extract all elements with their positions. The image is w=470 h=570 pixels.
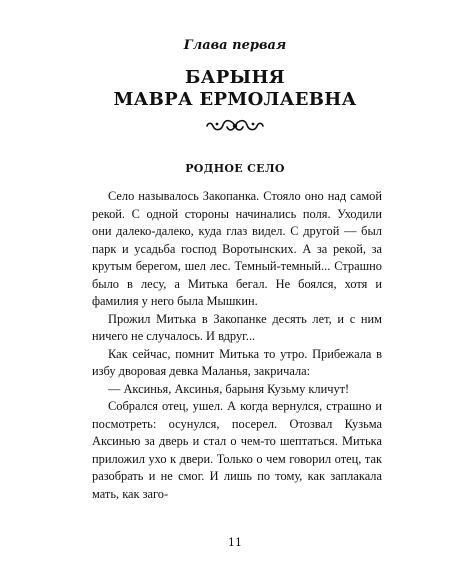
paragraph: Как сейчас, помнит Митька то утро. Прибежала в избу дворовая девка Маланья, закричала: (92, 346, 382, 378)
section-title: РОДНОЕ СЕЛО (185, 162, 285, 175)
body-text (92, 188, 382, 503)
paragraph: Село называлось Закопанка. Стояло оно над самой рекой. С одной стороны начинались поля. Уходили они далеко-далеко, куда глаз видел. С другой — был парк и усадьба господ Воротынских. А за рекой, за крутым берегом, шел лес. Темный-темный... Страшно было в лесу, а Митька бегал. Не боялся, хотя и фамилия у него была Мышкин. (92, 189, 382, 308)
paragraph: — Аксинья, Аксинья, барыня Кузьму кличут! (108, 381, 350, 396)
paragraph: Собрался отец, ушел. А когда вернулся, страшно и посмотреть: осунулся, посерел. Отозвал Кузьма Аксинью за дверь и стал о чем-то шептаться. Митька приложил ухо к двери. Только о чем говорил отец, так разобрать и не смог. И лишь по тому, как заплакала мать, как заго- (92, 399, 382, 501)
page-number: 11 (228, 536, 242, 549)
chapter-label: Глава первая (183, 38, 287, 53)
flourish-ornament-icon (205, 116, 265, 136)
paragraph: Прожил Митька в Закопанке десять лет, и с ним ничего не случалось. И вдруг... (92, 311, 382, 343)
chapter-title-line-2: МАВРА ЕРМОЛАЕВНА (113, 89, 357, 110)
chapter-title-line-1: БАРЫНЯ (185, 67, 285, 88)
chapter-title (0, 67, 470, 111)
